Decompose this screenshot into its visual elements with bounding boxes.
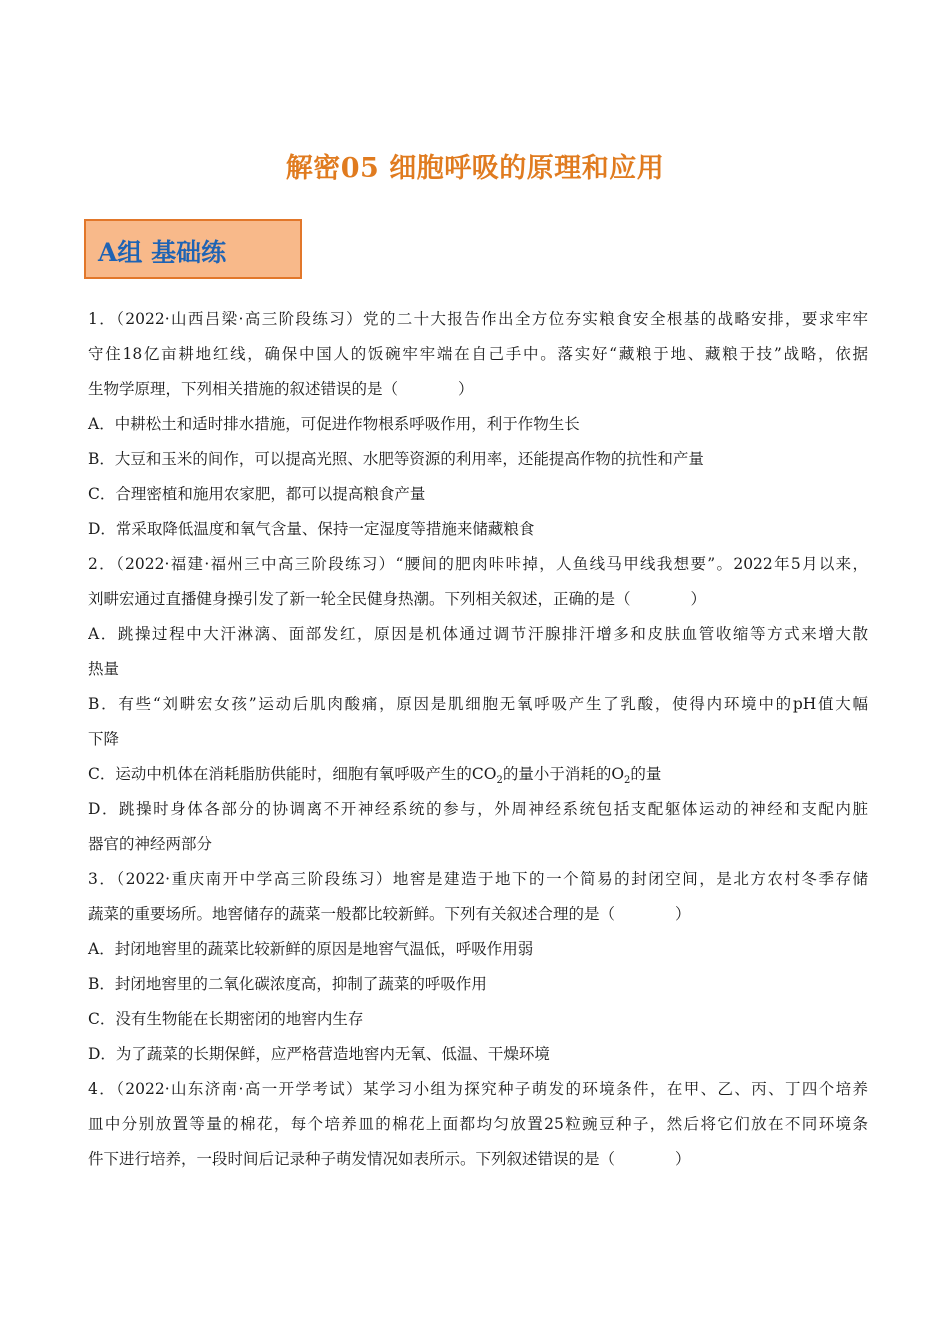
question-stem-line: 守住18亿亩耕地红线，确保中国人的饭碗牢牢端在自己手中。落实好“藏粮于地、藏粮于技”战略，依据 bbox=[88, 345, 868, 363]
option-b: B．大豆和玉米的间作，可以提高光照、水肥等资源的利用率，还能提高作物的抗性和产量 bbox=[88, 450, 704, 468]
question-stem-line: 3．（2022·重庆南开中学高三阶段练习）地窖是建造于地下的一个简易的封闭空间，是北方农村冬季存储 bbox=[88, 870, 868, 888]
option-a-cont: 热量 bbox=[88, 660, 120, 678]
question-2 bbox=[88, 547, 868, 862]
option-d-cont: 器官的神经两部分 bbox=[88, 835, 213, 853]
page-title: 解密05 细胞呼吸的原理和应用 bbox=[285, 153, 665, 184]
option-b-cont: 下降 bbox=[88, 730, 120, 748]
question-list bbox=[88, 302, 868, 1177]
option-c: C．没有生物能在长期密闭的地窖内生存 bbox=[88, 1010, 364, 1028]
option-d: D．为了蔬菜的长期保鲜，应严格营造地窖内无氧、低温、干燥环境 bbox=[88, 1045, 550, 1063]
option-a: A．中耕松土和适时排水措施，可促进作物根系呼吸作用，利于作物生长 bbox=[88, 415, 580, 433]
option-d: D．常采取降低温度和氧气含量、保持一定湿度等措施来储藏粮食 bbox=[88, 520, 535, 538]
question-1 bbox=[88, 302, 868, 547]
section-header-box bbox=[84, 219, 302, 279]
option-c: C．合理密植和施用农家肥，都可以提高粮食产量 bbox=[88, 485, 426, 503]
option-b: B．封闭地窖里的二氧化碳浓度高，抑制了蔬菜的呼吸作用 bbox=[88, 975, 487, 993]
question-stem-line: 1．（2022·山西吕梁·高三阶段练习）党的二十大报告作出全方位夯实粮食安全根基的战略安排，要求牢牢 bbox=[88, 310, 868, 328]
question-4 bbox=[88, 1072, 868, 1177]
question-stem-line: 件下进行培养，一段时间后记录种子萌发情况如表所示。下列叙述错误的是（ ） bbox=[88, 1150, 691, 1168]
option-c: C．运动中机体在消耗脂肪供能时，细胞有氧呼吸产生的$CO_2$的量小于消耗的$O_2$的量 bbox=[88, 765, 662, 787]
question-stem-line: 刘畊宏通过直播健身操引发了新一轮全民健身热潮。下列相关叙述，正确的是（ ） bbox=[88, 590, 707, 608]
question-stem-line: 2．（2022·福建·福州三中高三阶段练习）“腰间的肥肉咔咔掉，人鱼线马甲线我想要”。2022年5月以来， bbox=[88, 555, 868, 573]
question-stem-line: 蔬菜的重要场所。地窖储存的蔬菜一般都比较新鲜。下列有关叙述合理的是（ ） bbox=[88, 905, 691, 923]
question-stem-line: 4．（2022·山东济南·高一开学考试）某学习小组为探究种子萌发的环境条件，在甲、乙、丙、丁四个培养 bbox=[88, 1080, 868, 1098]
option-a: A．跳操过程中大汗淋漓、面部发红，原因是机体通过调节汗腺排汗增多和皮肤血管收缩等方式来增大散 bbox=[88, 625, 868, 643]
option-d: D．跳操时身体各部分的协调离不开神经系统的参与，外周神经系统包括支配躯体运动的神经和支配内脏 bbox=[88, 800, 868, 818]
option-b: B．有些“刘畊宏女孩”运动后肌肉酸痛，原因是肌细胞无氧呼吸产生了乳酸，使得内环境中的pH值大幅 bbox=[88, 695, 868, 713]
section-label: A组 基础练 bbox=[98, 238, 227, 267]
option-a: A．封闭地窖里的蔬菜比较新鲜的原因是地窖气温低，呼吸作用弱 bbox=[88, 940, 534, 958]
question-stem-line: 生物学原理，下列相关措施的叙述错误的是（ ） bbox=[88, 380, 474, 398]
question-stem-line: 皿中分别放置等量的棉花，每个培养皿的棉花上面都均匀放置25粒豌豆种子，然后将它们放在不同环境条 bbox=[88, 1115, 868, 1133]
question-3 bbox=[88, 862, 868, 1072]
